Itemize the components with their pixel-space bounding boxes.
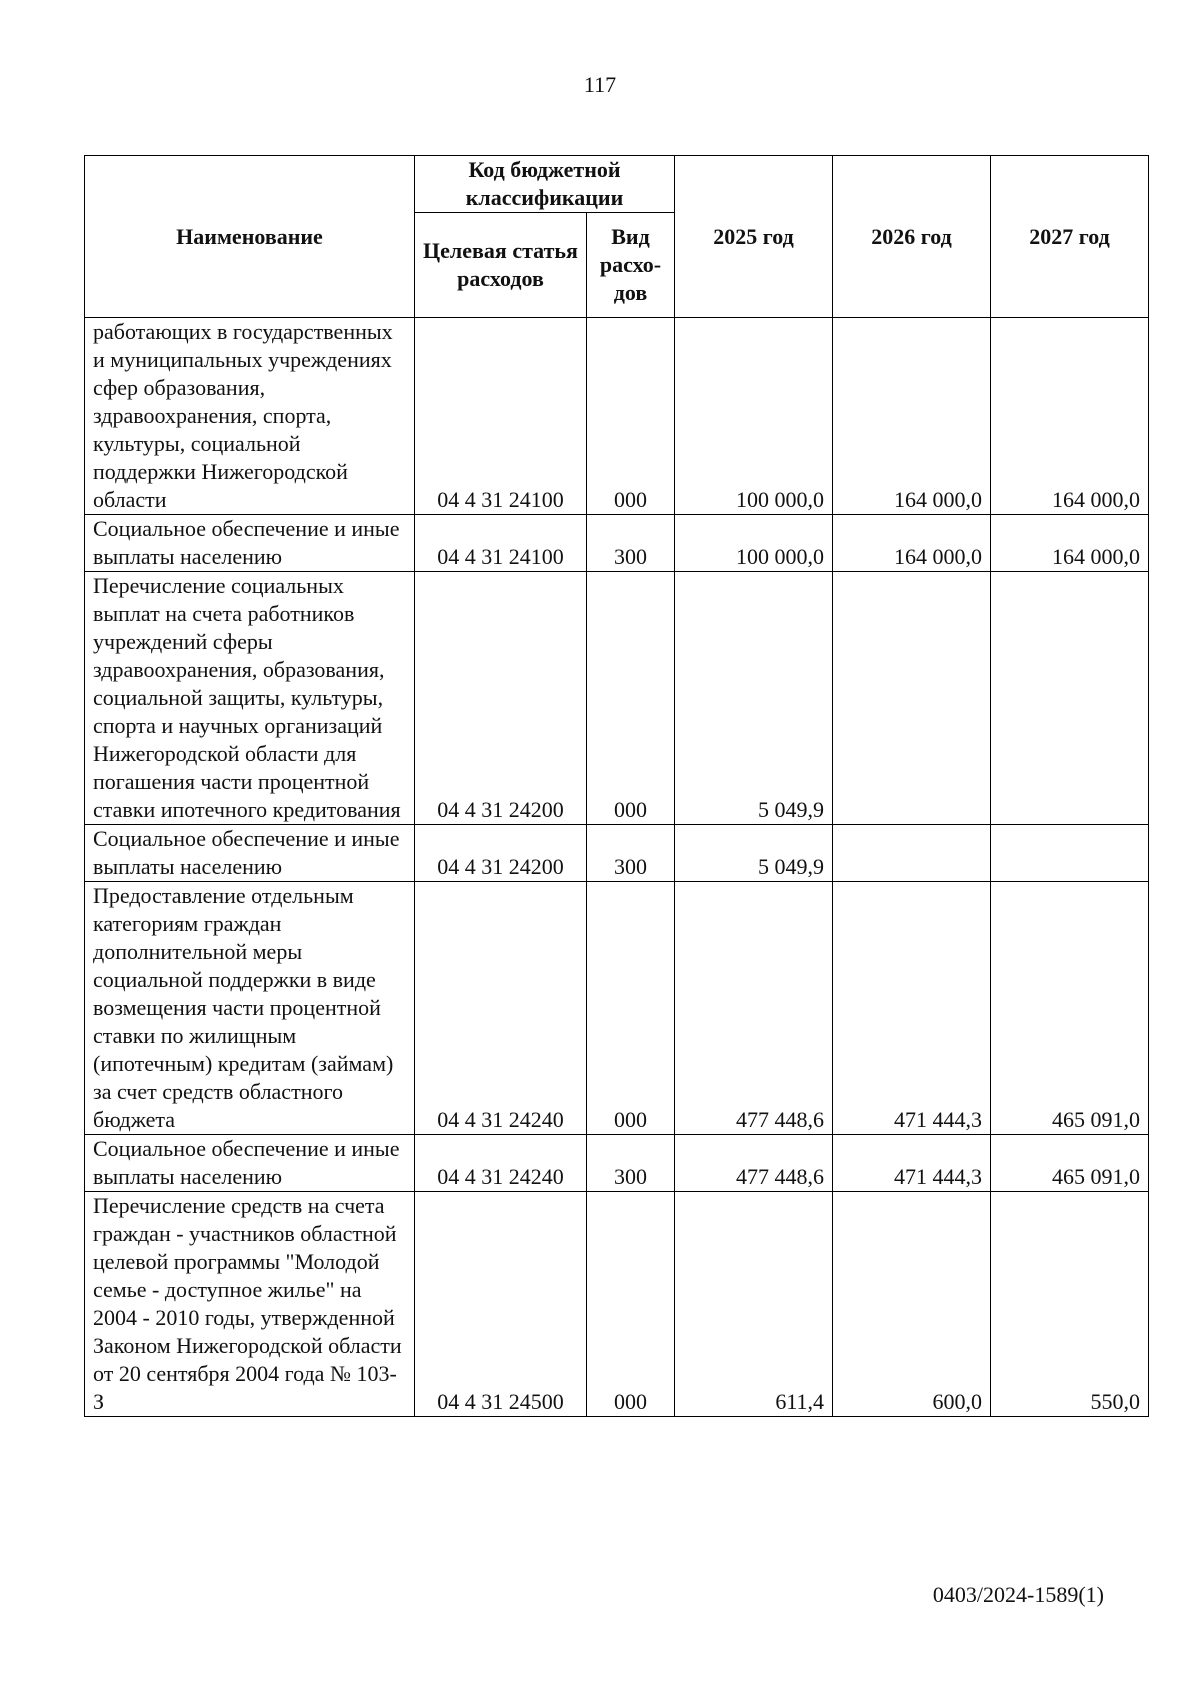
row-value-2027: 164 000,0 [991,515,1149,572]
row-value-2027 [991,572,1149,825]
row-name: Социальное обеспечение и иные выплаты населению [85,515,415,572]
table-row [85,1192,1149,1417]
row-name: Социальное обеспечение и иные выплаты населению [85,825,415,882]
row-name: Социальное обеспечение и иные выплаты населению [85,1135,415,1192]
row-name: Перечисление социальных выплат на счета работников учреждений сферы здравоохранения, образования, социальной защиты, культуры, спорта и научных организаций Нижегородской области для погашения части процентной ставки ипотечного кредитования [85,572,415,825]
row-value-2026 [833,825,991,882]
row-value-2026: 471 444,3 [833,1135,991,1192]
row-kind-code: 300 [587,1135,675,1192]
row-kind-code: 000 [587,318,675,515]
row-value-2025: 100 000,0 [675,515,833,572]
table-row [85,825,1149,882]
row-name: Перечисление средств на счета граждан - участников областной целевой программы "Молодой семье - доступное жилье" на 2004 - 2010 годы, утвержденной Законом Нижегородской области от 20 сентября 2004 года № 103-З [85,1192,415,1417]
table-row [85,882,1149,1135]
header-code-group: Код бюджетной классификации [415,156,675,213]
budget-table [84,155,1149,1417]
row-target-code: 04 4 31 24240 [415,882,587,1135]
table-row [85,1135,1149,1192]
row-value-2026: 471 444,3 [833,882,991,1135]
row-kind-code: 300 [587,825,675,882]
row-value-2027: 465 091,0 [991,1135,1149,1192]
row-value-2025: 477 448,6 [675,882,833,1135]
row-value-2026: 600,0 [833,1192,991,1417]
table-row [85,515,1149,572]
table-row [85,572,1149,825]
row-value-2027: 465 091,0 [991,882,1149,1135]
row-value-2027: 550,0 [991,1192,1149,1417]
header-kind: Вид расхо-дов [587,213,675,318]
row-value-2027 [991,825,1149,882]
row-kind-code: 000 [587,882,675,1135]
row-value-2026: 164 000,0 [833,515,991,572]
row-value-2025: 5 049,9 [675,572,833,825]
header-year-2026: 2026 год [833,156,991,318]
document-code: 0403/2024-1589(1) [932,1582,1104,1607]
header-year-2027: 2027 год [991,156,1149,318]
header-target: Целевая статья расходов [415,213,587,318]
row-target-code: 04 4 31 24500 [415,1192,587,1417]
row-value-2026: 164 000,0 [833,318,991,515]
row-kind-code: 300 [587,515,675,572]
row-name: работающих в государственных и муниципальных учреждениях сфер образования, здравоохранения, спорта, культуры, социальной поддержки Нижегородской области [85,318,415,515]
header-row-top [85,156,1149,213]
row-value-2025: 611,4 [675,1192,833,1417]
table-row [85,318,1149,515]
header-year-2025: 2025 год [675,156,833,318]
row-target-code: 04 4 31 24200 [415,825,587,882]
row-value-2025: 477 448,6 [675,1135,833,1192]
row-target-code: 04 4 31 24100 [415,515,587,572]
row-kind-code: 000 [587,572,675,825]
row-target-code: 04 4 31 24200 [415,572,587,825]
row-value-2026 [833,572,991,825]
page-number: 117 [583,72,617,97]
row-kind-code: 000 [587,1192,675,1417]
row-value-2025: 5 049,9 [675,825,833,882]
row-value-2025: 100 000,0 [675,318,833,515]
row-value-2027: 164 000,0 [991,318,1149,515]
row-target-code: 04 4 31 24100 [415,318,587,515]
row-target-code: 04 4 31 24240 [415,1135,587,1192]
row-name: Предоставление отдельным категориям граждан дополнительной меры социальной поддержки в виде возмещения части процентной ставки по жилищным (ипотечным) кредитам (займам) за счет средств областного бюджета [85,882,415,1135]
header-name: Наименование [85,156,415,318]
